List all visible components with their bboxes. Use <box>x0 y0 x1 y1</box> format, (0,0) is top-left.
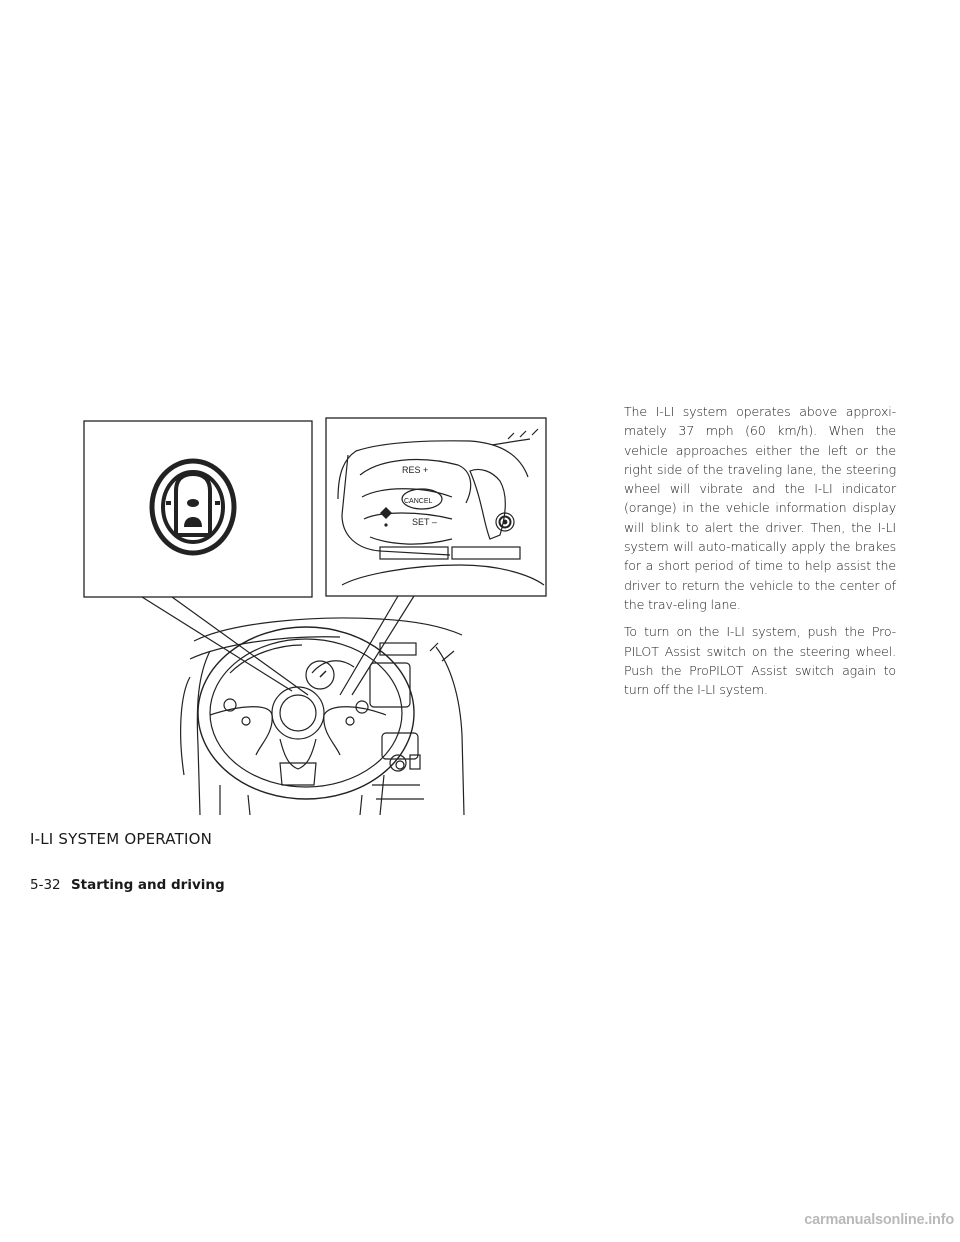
page-footer <box>30 877 225 893</box>
cancel-switch-label: CANCEL <box>404 498 433 505</box>
watermark[interactable]: carmanualsonline.info <box>804 1212 954 1228</box>
page-number: 5-32 <box>30 877 61 893</box>
switch-inset-box <box>326 418 546 596</box>
section-heading: I-LI SYSTEM OPERATION <box>30 830 212 848</box>
body-text <box>624 402 896 707</box>
indicator-inset-box <box>84 421 312 597</box>
dashboard-drawing <box>181 618 464 815</box>
lane-intervention-indicator-icon <box>152 461 234 553</box>
paragraph-turn-on: To turn on the I-LI system, push the Pro-PILOT Assist switch on the steering wheel. Push the ProPILOT Assist switch again to turn off the I-LI system. <box>624 624 896 698</box>
section-name: Starting and driving <box>70 877 225 893</box>
switch-panel-drawing <box>338 429 544 585</box>
steering-wheel-illustration <box>80 415 550 815</box>
res-switch-label: RES + <box>402 465 429 475</box>
paragraph-operation: The I-LI system operates above approxi-mately 37 mph (60 km/h). When the vehicle approaches either the left or the right side of the traveling lane, the steering wheel will vibrate and the I-LI indicator (orange) in the vehicle information display will blink to alert the driver. Then, the I-LI system will auto-matically apply the brakes for a short period of time to help assist the driver to return the vehicle to the center of the trav-eling lane. <box>624 404 896 612</box>
set-switch-label: SET – <box>412 517 437 527</box>
